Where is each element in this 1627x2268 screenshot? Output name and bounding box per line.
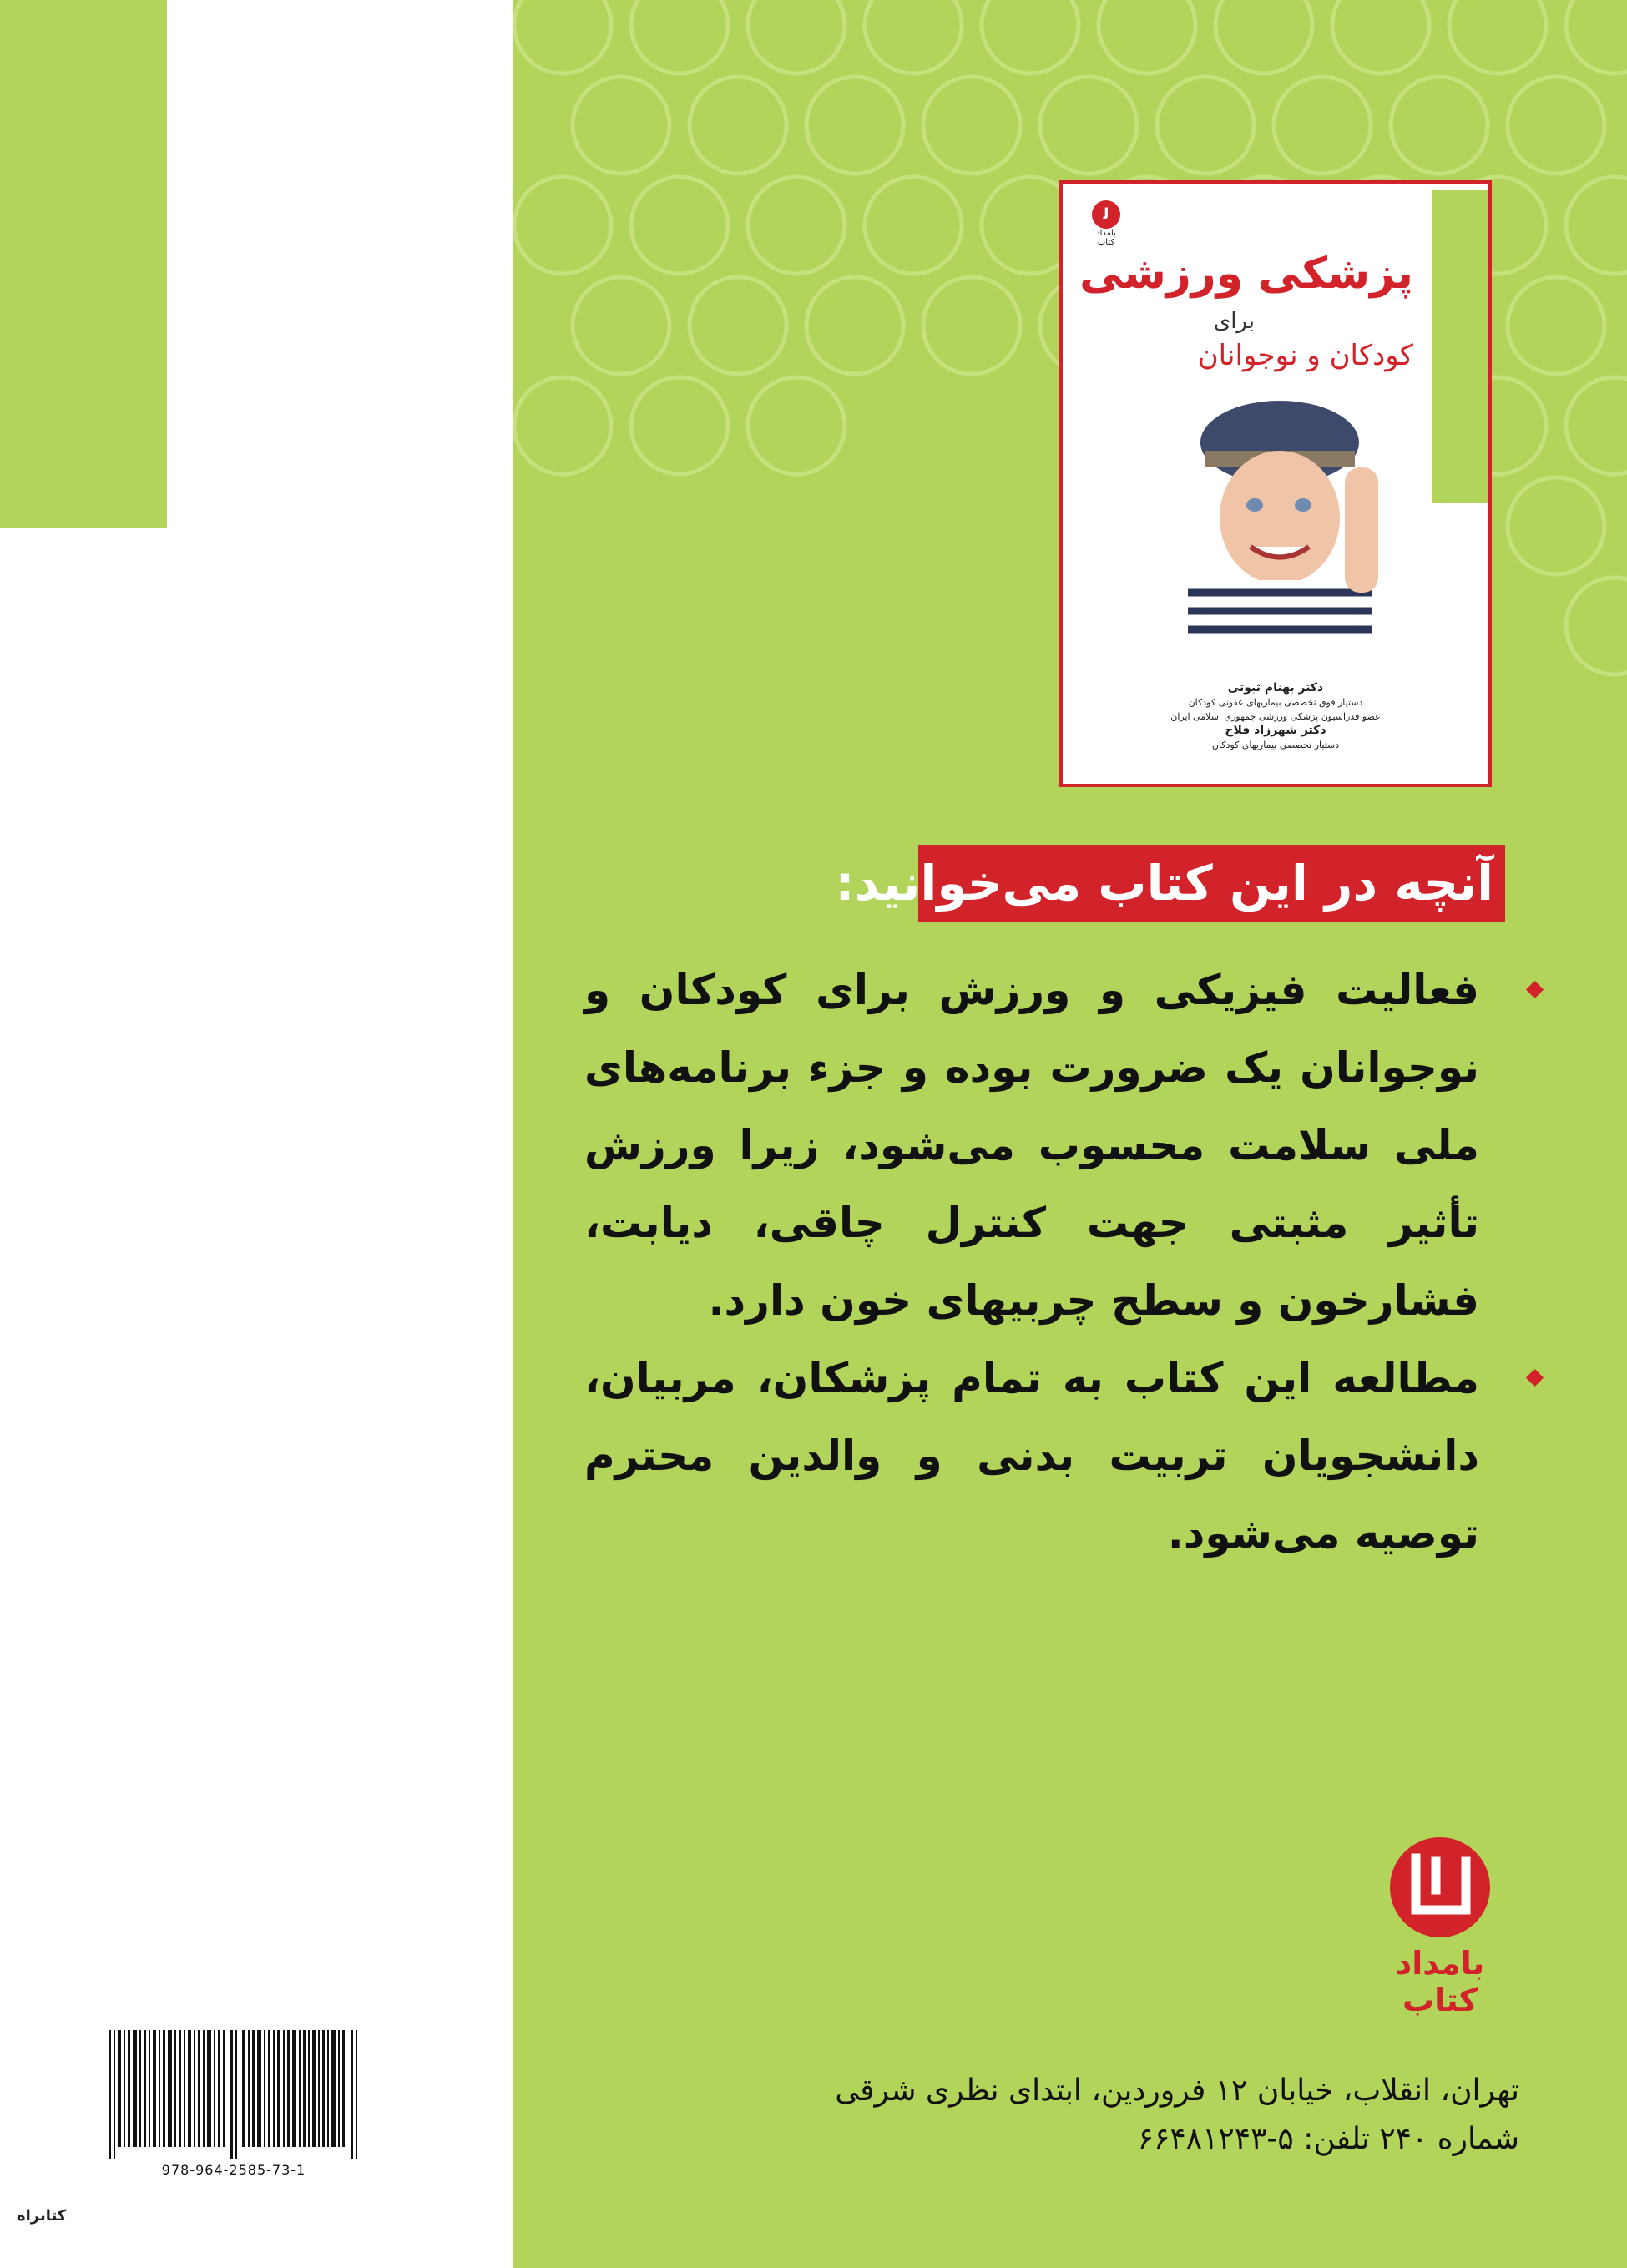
cover-author1-role1: دستیار فوق تخصصی بیماریهای عفونی کودکان <box>1188 697 1363 708</box>
bullet-item <box>584 952 1503 1340</box>
publisher-address <box>685 2067 1519 2164</box>
isbn-number: 978-964-2585-73-1 <box>161 2162 306 2178</box>
isbn-barcode <box>109 2030 359 2159</box>
ketabrah-logo-text: کتابراه <box>17 2207 67 2225</box>
ketabrah-logo <box>17 2207 66 2225</box>
cover-publisher-logo <box>1088 200 1124 247</box>
headline-text: آنچه در این کتاب می‌خوانید: <box>835 855 1493 912</box>
publisher-logo-icon: ﻟ <box>1092 200 1120 229</box>
book-cover-thumbnail <box>1059 180 1492 787</box>
publisher-logo <box>1369 1836 1511 2018</box>
bullet-text: فعالیت فیزیکی و ورزش برای کودکان و نوجوانان یک ضرورت بوده و جزء برنامه‌های ملی سلامت محسوب می‌شود، زیرا ورزش تأثیر مثبتی جهت کنترل چاقی، دیابت، فشارخون و سطح چربیهای خون دارد. <box>584 966 1479 1325</box>
bullet-text: مطالعه این کتاب به تمام پزشکان، مربیان، دانشجویان تربیت بدنی و والدین محترم توصیه می‌شود. <box>584 1354 1479 1558</box>
cover-publisher-name: بامداد کتاب <box>1096 229 1116 247</box>
address-line-2: شماره ۲۴۰ تلفن: ۵-۶۶۴۸۱۲۴۳ <box>1137 2122 1519 2156</box>
bullet-list <box>584 952 1503 1573</box>
cover-author1: دکتر بهنام ثبوتی <box>1227 681 1324 695</box>
cover-author2-role: دستیار تخصصی بیماریهای کودکان <box>1211 740 1340 750</box>
cover-credits <box>1063 681 1488 752</box>
left-green-strip <box>0 0 167 528</box>
headline-bar <box>835 845 1505 922</box>
cover-author1-role2: عضو فدراسیون پزشکی ورزشی جمهوری اسلامی ایران <box>1170 711 1381 722</box>
publisher-mark-icon <box>1389 1836 1491 1938</box>
cover-title: پزشکی ورزشی <box>1079 249 1413 299</box>
cover-subtitle: کودکان و نوجوانان <box>1197 339 1413 372</box>
cover-author2: دکتر شهرزاد فلاح <box>1225 724 1326 737</box>
publisher-name: بامداد کتاب <box>1395 1945 1485 2018</box>
cover-green-bar <box>1432 190 1488 503</box>
cover-photo-boy-with-baseball-glove <box>1155 392 1405 643</box>
bullet-item <box>584 1340 1503 1573</box>
cover-for: برای <box>1213 309 1255 334</box>
address-line-1: تهران، انقلاب، خیابان ۱۲ فروردین، ابتدای نظری شرقی <box>835 2074 1519 2108</box>
